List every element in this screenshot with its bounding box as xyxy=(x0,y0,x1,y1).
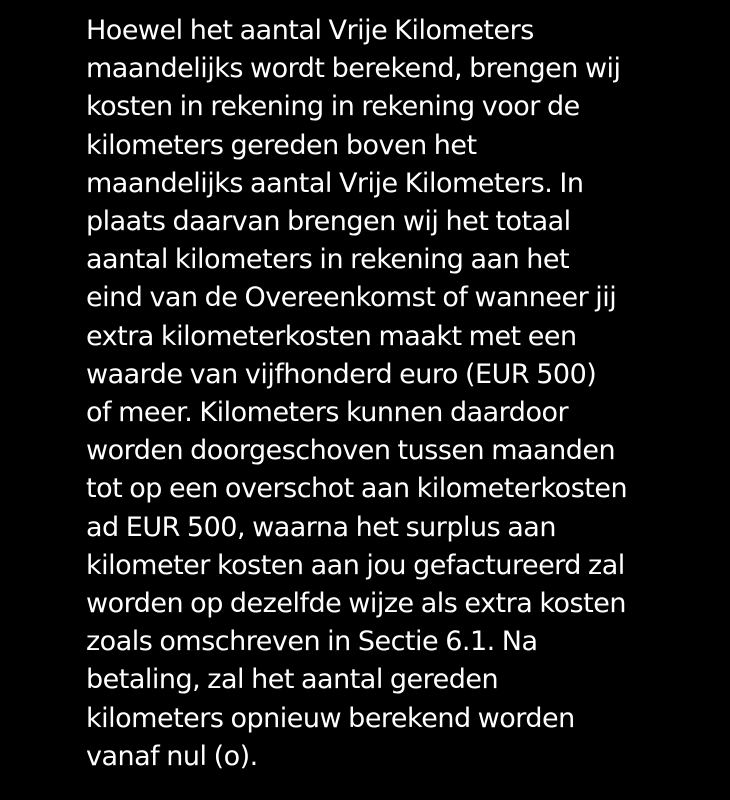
paragraph-line: eind van de Overeenkomst of wanneer jij xyxy=(86,282,617,314)
paragraph-line: plaats daarvan brengen wij het totaal xyxy=(86,206,571,238)
paragraph-line: kilometers opnieuw berekend worden xyxy=(86,702,575,734)
body-paragraph xyxy=(86,12,706,776)
paragraph-line: kilometers gereden boven het xyxy=(86,129,477,161)
paragraph-line: maandelijks aantal Vrije Kilometers. In xyxy=(86,167,584,199)
paragraph-line: Hoewel het aantal Vrije Kilometers xyxy=(86,15,534,46)
paragraph-line: kosten in rekening in rekening voor de xyxy=(86,91,580,123)
paragraph-line: ad EUR 500, waarna het surplus aan xyxy=(86,511,556,543)
paragraph-line: betaling, zal het aantal gereden xyxy=(86,664,499,696)
paragraph-line: of meer. Kilometers kunnen daardoor xyxy=(86,397,569,429)
paragraph-line: zoals omschreven in Sectie 6.1. Na xyxy=(86,626,538,658)
paragraph-line: worden op dezelfde wijze als extra kosten xyxy=(86,588,626,620)
paragraph-line: waarde van vijfhonderd euro (EUR 500) xyxy=(86,358,597,390)
paragraph-line: tot op een overschot aan kilometerkosten xyxy=(86,473,628,505)
paragraph-line: extra kilometerkosten maakt met een xyxy=(86,320,577,352)
paragraph-line: maandelijks wordt berekend, brengen wij xyxy=(86,53,621,85)
paragraph-line: kilometer kosten aan jou gefactureerd zal xyxy=(86,549,625,581)
paragraph-line: vanaf nul (o). xyxy=(86,740,258,772)
paragraph-line: worden doorgeschoven tussen maanden xyxy=(86,435,616,467)
paragraph-line: aantal kilometers in rekening aan het xyxy=(86,244,570,276)
